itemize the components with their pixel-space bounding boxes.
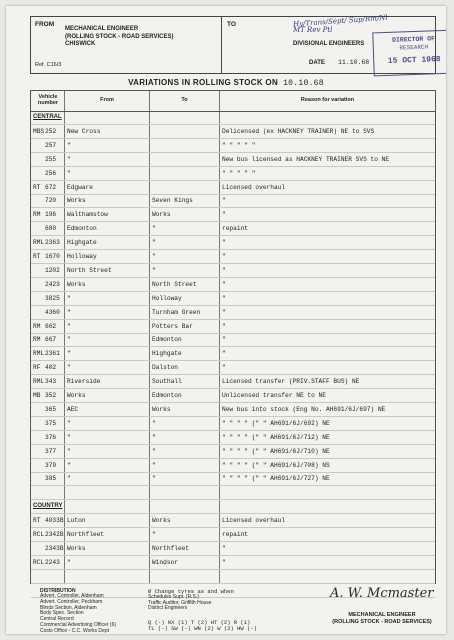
vehicle-class: RT [33, 517, 41, 525]
from-cell: " [67, 558, 71, 566]
received-stamp: DIRECTOR OF RESEARCH 15 OCT 1968 [372, 30, 446, 77]
table-row [31, 529, 435, 542]
reason-cell: New bus into stock (Eng No. AH691/6J/697) NE [222, 405, 386, 413]
col-reason: Reason for variation [300, 97, 355, 103]
reason-cell: " [222, 544, 226, 552]
vehicle-number: 385 [45, 475, 57, 483]
to-cell: Turnham Green [152, 308, 201, 316]
reason-cell: Licensed overhaul [222, 517, 286, 525]
from-cell: " [67, 419, 71, 427]
table-row [31, 432, 435, 445]
table-row [31, 460, 435, 473]
vehicle-number: 377 [45, 447, 57, 455]
table-row [31, 265, 435, 278]
from-cell: Works [67, 280, 86, 288]
from-cell: Edmonton [67, 225, 97, 233]
vehicle-number: 375 [45, 419, 57, 427]
table-row [31, 182, 435, 195]
reason-cell: " [222, 350, 226, 358]
reason-cell: " [222, 239, 226, 247]
vehicle-class: RML [33, 378, 45, 386]
from-cell: " [67, 322, 71, 330]
to-handwritten-2: MT Rev Ptl [293, 26, 333, 34]
reason-cell: " [222, 266, 226, 274]
table-row [31, 293, 435, 306]
reason-cell: " " " " (" " AH691/6J/708) NS [222, 461, 330, 469]
date-label: DATE [309, 60, 325, 66]
vehicle-number: 352 [45, 392, 57, 399]
vehicle-number: 196 [45, 211, 57, 219]
to-cell: Southall [152, 378, 182, 386]
table-row [31, 404, 435, 417]
to-cell: Holloway [152, 294, 182, 302]
vehicle-number: 2363 [45, 239, 60, 247]
vehicle-number: 402 [45, 364, 57, 372]
vehicle-number: 379 [45, 461, 57, 469]
document-page [6, 6, 446, 634]
table-row [31, 279, 435, 292]
table-row [31, 140, 435, 153]
from-cell: " [67, 364, 71, 372]
table-row [31, 348, 435, 361]
reason-cell: " " " " " [222, 169, 256, 177]
memo-header [30, 13, 441, 74]
vehicle-number: 256 [45, 169, 57, 177]
table-row [31, 321, 435, 334]
distribution-list: Advert. Controller, Aldenham Advert. Controller, Peckham Blinds Section, Aldenham Body Spec. Section Central Record Commercial Advertising Officer (6) Costs Office - C.C. Works Dept [40, 593, 117, 634]
to-cell: " [152, 419, 156, 427]
to-cell: North Street [152, 280, 197, 288]
to-cell: Works [152, 405, 171, 413]
table-row [31, 126, 435, 139]
from-cell: " [67, 350, 71, 358]
to-cell: Potters Bar [152, 322, 193, 330]
to-handwritten-1: Hy/Trans/Sept/ Sup/Rm/Nl [292, 13, 388, 29]
vehicle-number: 343 [45, 378, 57, 386]
to-cell: " [152, 239, 156, 247]
from-cell: Riverside [67, 378, 101, 386]
reason-cell: " [222, 336, 226, 344]
col-vehicle: Vehicle number [37, 94, 59, 106]
vehicle-number: 662 [45, 322, 57, 330]
reason-cell: " " " " (" " AH691/6J/710) NE [222, 447, 330, 455]
date-value: 11.10.68 [338, 59, 370, 66]
to-cell: " [152, 461, 156, 469]
vehicle-number: 376 [45, 433, 57, 441]
to-cell: " [152, 253, 156, 260]
from-cell: Northfleet [67, 531, 105, 538]
to-cell: " [152, 447, 156, 455]
to-recipient: DIVISIONAL ENGINEERS [293, 41, 365, 47]
to-cell: Highgate [152, 350, 182, 358]
reason-cell: " " " " (" " AH691/6J/727) NE [222, 475, 330, 483]
from-cell: " [67, 336, 71, 344]
reason-cell: " [222, 280, 226, 288]
to-cell: " [152, 225, 156, 233]
table-row [31, 195, 435, 208]
variations-table [30, 90, 436, 584]
vehicle-number: 672 [45, 183, 57, 191]
vehicle-class: RML [33, 239, 45, 247]
reason-cell: Delicensed (ex HACKNEY TRAINER) NE to SVS [222, 127, 375, 135]
change-tyres-note: Ø Change tyres as and when [148, 588, 234, 595]
table-row [31, 473, 435, 486]
vehicle-number: 252 [45, 127, 57, 135]
table-row [31, 223, 435, 236]
reason-cell: " " " " " [222, 141, 256, 149]
vehicle-number: 1202 [45, 266, 60, 274]
reason-cell: repaint [222, 225, 248, 233]
table-header [31, 91, 435, 112]
reason-cell: " " " " (" " AH691/6J/692) NE [222, 419, 330, 427]
vehicle-number: 720 [45, 197, 57, 205]
vehicle-number: 667 [45, 336, 57, 344]
to-cell: Seven Kings [152, 197, 193, 205]
to-cell: Edmonton [152, 336, 182, 344]
from-cell: " [67, 169, 71, 177]
to-label: TO [227, 21, 236, 28]
from-cell: Works [67, 544, 86, 552]
from-cell: " [67, 155, 71, 163]
vehicle-number: 2361 [45, 350, 60, 358]
vehicle-class: RT [33, 253, 41, 260]
from-cell: " [67, 447, 71, 455]
vehicle-class: RCL [33, 558, 45, 566]
vehicle-class: RM [33, 336, 41, 344]
vehicle-number: 2243 [45, 558, 60, 566]
vehicle-class: RT [33, 183, 41, 191]
from-cell: Works [67, 197, 86, 205]
from-cell: Edgware [67, 183, 93, 191]
vehicle-class: RM [33, 211, 41, 219]
to-cell: Works [152, 211, 171, 219]
from-cell: Holloway [67, 253, 97, 260]
to-cell: " [152, 266, 156, 274]
vehicle-number: 680 [45, 225, 57, 233]
table-row [31, 390, 435, 403]
vehicle-number: 4033B [45, 517, 64, 525]
reason-cell: " [222, 364, 226, 372]
to-cell: Edmonton [152, 392, 182, 399]
vehicle-number: 4360 [45, 308, 60, 316]
table-row [31, 362, 435, 375]
table-row [31, 307, 435, 320]
section-label: COUNTRY [33, 503, 63, 510]
distribution-list-2: Ø Change tyres as and when Schedules Supt. (R.S.) Traffic Auditor, Griffith House District Engineers [148, 588, 234, 612]
from-cell: Luton [67, 517, 86, 525]
reason-cell: " [222, 294, 226, 302]
reason-cell: New bus licensed as HACKNEY TRAINER SVS to NE [222, 155, 390, 163]
vehicle-number: 365 [45, 405, 57, 413]
from-cell: Works [67, 392, 86, 399]
vehicle-number: 2343B [45, 544, 64, 552]
table-row [31, 571, 435, 584]
from-label: FROM [35, 21, 55, 28]
from-cell: New Cross [67, 127, 101, 135]
to-cell: " [152, 531, 156, 538]
reason-cell: " [222, 253, 226, 260]
vehicle-class: RCL [33, 531, 45, 538]
vehicle-class: RML [33, 350, 45, 358]
table-row [31, 418, 435, 431]
table-row [31, 237, 435, 250]
section-label: CENTRAL [33, 114, 62, 120]
to-cell: Dalston [152, 364, 178, 372]
reason-cell: " " " " (" " AH691/6J/712) NE [222, 433, 330, 441]
from-cell: " [67, 475, 71, 483]
vehicle-class: RM [33, 322, 41, 330]
reason-cell: Licensed transfer (PRIV.STAFF BUS) NE [222, 378, 360, 386]
signature-title: MECHANICAL ENGINEER (ROLLING STOCK - ROAD SERVICES) [332, 612, 432, 625]
table-row [31, 154, 435, 167]
reason-cell: " [222, 197, 226, 205]
tyre-codes: Q (-) NX (1) T (2) HT (2) R (1) TL (-) SW (-) WN (2) W (2) HW (-) [148, 619, 257, 632]
from-address: MECHANICAL ENGINEER (ROLLING STOCK - ROAD SERVICES) CHISWICK [65, 26, 174, 47]
table-row [31, 515, 435, 528]
table-row [31, 168, 435, 181]
table-row [31, 376, 435, 389]
from-cell: North Street [67, 266, 112, 274]
vehicle-class: MBS [33, 127, 45, 135]
section-row [31, 501, 435, 514]
to-cell: Windsor [152, 558, 178, 566]
from-cell: " [67, 294, 71, 302]
to-cell: " [152, 433, 156, 441]
reason-cell: repaint [222, 531, 248, 538]
vehicle-class: RF [33, 364, 41, 372]
reason-cell: Licensed overhaul [222, 183, 286, 191]
footer [30, 586, 434, 632]
table-row [31, 446, 435, 459]
from-cell: " [67, 433, 71, 441]
reason-cell: " [222, 558, 226, 566]
col-from: From [100, 97, 114, 103]
from-cell: " [67, 141, 71, 149]
vehicle-number: 255 [45, 155, 57, 163]
reason-cell: " [222, 211, 226, 219]
from-cell: AEC [67, 405, 79, 413]
table-row [31, 251, 435, 264]
from-cell: Highgate [67, 239, 97, 247]
reference: Ref. C16/3 [35, 62, 62, 68]
distribution-label: DISTRIBUTION [40, 588, 76, 594]
to-cell: Northfleet [152, 544, 190, 552]
from-cell: Walthamstow [67, 211, 108, 219]
document-title: VARIATIONS IN ROLLING STOCK ON 10.10.68 [128, 78, 324, 88]
table-row [31, 543, 435, 556]
vehicle-class: MB [33, 392, 41, 399]
reason-cell: " [222, 322, 226, 330]
vehicle-number: 3825 [45, 294, 60, 302]
table-row [31, 487, 435, 500]
vehicle-number: 1670 [45, 253, 60, 260]
from-cell: " [67, 461, 71, 469]
to-cell: Works [152, 517, 171, 525]
section-row [31, 112, 435, 125]
reason-cell: " [222, 308, 226, 316]
col-to: To [181, 97, 188, 103]
reason-cell: Unlicensed transfer NE to NE [222, 392, 326, 399]
signature: A. W. Mcmaster [330, 586, 434, 601]
table-row [31, 334, 435, 347]
vehicle-number: 2423 [45, 280, 60, 288]
to-cell: " [152, 475, 156, 483]
vehicle-number: 257 [45, 141, 57, 149]
table-row [31, 557, 435, 570]
from-cell: " [67, 308, 71, 316]
table-row [31, 209, 435, 222]
vehicle-number: 2342B [45, 531, 64, 538]
